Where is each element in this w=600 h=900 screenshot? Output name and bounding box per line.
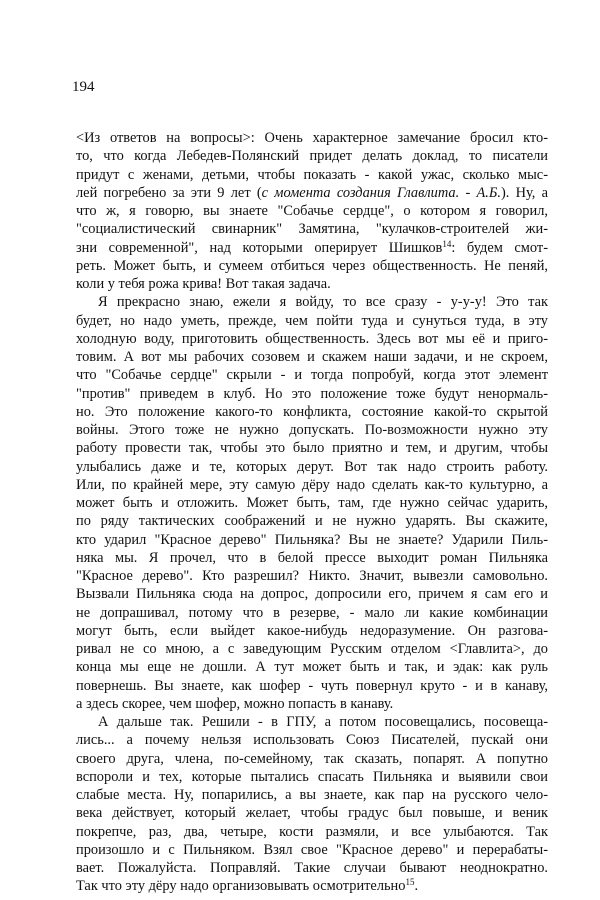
text-line: войны. Этого тоже не нужно допускать. По-возможности нужно эту bbox=[76, 422, 548, 438]
text-line: произошло и с Пильняком. Взял свое "Красное дерево" и перерабаты- bbox=[76, 841, 548, 858]
text-line: ривал не со мною, а с заведующим Русским отделом <Главлита>, до bbox=[76, 641, 548, 657]
text-line: покрепче, раз, два, четыре, кости размяли, и все улыбаются. Так bbox=[76, 823, 548, 840]
text-line: конца мы еще не дошли. А тут может быть и так, и эдак: как руль bbox=[76, 659, 548, 676]
text-line: А дальше так. Решили - в ГПУ, а потом посовещались, посовеща- bbox=[98, 714, 548, 730]
text-line: няка мы. Я прочел, что в белой прессе выходит роман Пильняка bbox=[76, 549, 548, 566]
text-line: будет, но надо уметь, прежде, чем пойти туда и сунуться туда, в эту bbox=[76, 312, 548, 329]
text-line bbox=[76, 877, 548, 895]
text-line: коли у тебя рожа крива! Вот такая задача. bbox=[76, 276, 331, 292]
paragraph bbox=[76, 129, 548, 293]
text-line: не допрашивал, потому что в резерве, - мало ли какие комбинации bbox=[76, 604, 548, 621]
text-line: что "Собачье сердце" скрыли - и тогда попробуй, когда этот элемент bbox=[76, 367, 548, 384]
text-run: ). Ну, а bbox=[500, 184, 548, 201]
text-line: Я прекрасно знаю, ежели я войду, то все сразу - у-у-у! Это так bbox=[98, 294, 548, 311]
text-line: "против" приведем в клуб. Но это положение тоже будут ненормаль- bbox=[76, 385, 548, 402]
text-line bbox=[76, 239, 548, 257]
text-line: а здесь скорее, чем шофер, можно попасть в канаву. bbox=[76, 695, 394, 712]
italic-note: с момента создания Главлита. - А.Б. bbox=[261, 184, 501, 201]
text-line: но. Это положение какого-то конфликта, состояние какой-то скрытой bbox=[76, 403, 548, 420]
text-line: холодную воду, приготовить общественность. Здесь вот мы её и приго- bbox=[76, 330, 548, 347]
text-line: реть. Может быть, и сумеем отбиться через общественность. Не пеняй, bbox=[76, 257, 548, 274]
text-line: может быть и отложить. Может быть, там, где нужно сейчас ударить, bbox=[76, 495, 548, 511]
text-run: . bbox=[414, 878, 419, 895]
text-run: зни современной", над которыми оперирует Шишков bbox=[76, 239, 443, 256]
text-line: работу провести так, чтобы это было приятно и тем, и другим, чтобы bbox=[76, 440, 548, 457]
text-line: что ж, я говорю, вы знаете "Собачье сердце", о котором я говорил, bbox=[76, 203, 548, 219]
text-line: повернешь. Вы знаете, как шофер - чуть повернул круто - и в канаву, bbox=[76, 677, 548, 694]
text-run: Так что эту дёру надо организовывать осмотрительно bbox=[76, 878, 406, 895]
paragraph bbox=[76, 713, 548, 896]
body-text bbox=[76, 129, 548, 896]
footnote-ref[interactable]: 14 bbox=[442, 238, 452, 249]
text-run: : будем смот- bbox=[451, 239, 548, 256]
text-line: по ряду тактических соображений и не нужно ударять. Вы скажите, bbox=[76, 513, 548, 530]
text-line: <Из ответов на вопросы>: Очень характерное замечание бросил кто- bbox=[76, 130, 548, 146]
page-number: 194 bbox=[72, 79, 95, 95]
text-line: слабые места. Ну, попарились, а вы знаете, как пар на русского чело- bbox=[76, 787, 548, 803]
text-line: улыбались даже и те, которых дерут. Вот так надо строить работу. bbox=[76, 458, 548, 475]
text-line: кто ударил "Красное дерево" Пильняка? Вы не знаете? Ударили Пиль- bbox=[76, 531, 548, 548]
paragraph bbox=[76, 293, 548, 713]
text-line: лись... а почему нельзя использовать Союз Писателей, пускай они bbox=[76, 732, 548, 749]
footnote-ref[interactable]: 15 bbox=[405, 877, 415, 888]
text-line: то, что когда Лебедев-Полянский придет делать доклад, то писатели bbox=[76, 148, 548, 165]
text-line: Или, по крайней мере, эту самую дёру надо сделать как-то культурно, а bbox=[76, 476, 548, 493]
text-line bbox=[76, 184, 548, 202]
text-line: своего друга, члена, по-семейному, так сказать, попарят. А попутно bbox=[76, 750, 548, 767]
text-line: придут с женами, детьми, чтобы показать - какой ужас, сколько мыс- bbox=[76, 166, 548, 183]
text-run: лей погребено за эти 9 лет ( bbox=[76, 184, 262, 201]
text-line: вспороли и тех, которые пытались спасать Пильняка и выявили свои bbox=[76, 768, 548, 785]
text-line: "Красное дерево". Кто разрешил? Никто. Значит, вывезли самовольно. bbox=[76, 568, 548, 584]
text-line: вает. Пожалуйста. Поправляй. Такие случаи бывают неоднократно. bbox=[76, 860, 548, 876]
text-line: товим. А вот мы рабочих созовем и скажем наши задачи, и не скроем, bbox=[76, 349, 548, 365]
text-line: Вызвали Пильняка сюда на допрос, допросили его, причем я сам его и bbox=[76, 586, 548, 603]
text-line: могут быть, если выйдет какое-нибудь недоразумение. Он разгова- bbox=[76, 622, 548, 639]
text-line: "социалистический свинарник" Замятина, "кулачков-строителей жи- bbox=[76, 221, 548, 238]
text-line: века действует, который желает, чтобы градус был повыше, и веник bbox=[76, 805, 548, 822]
